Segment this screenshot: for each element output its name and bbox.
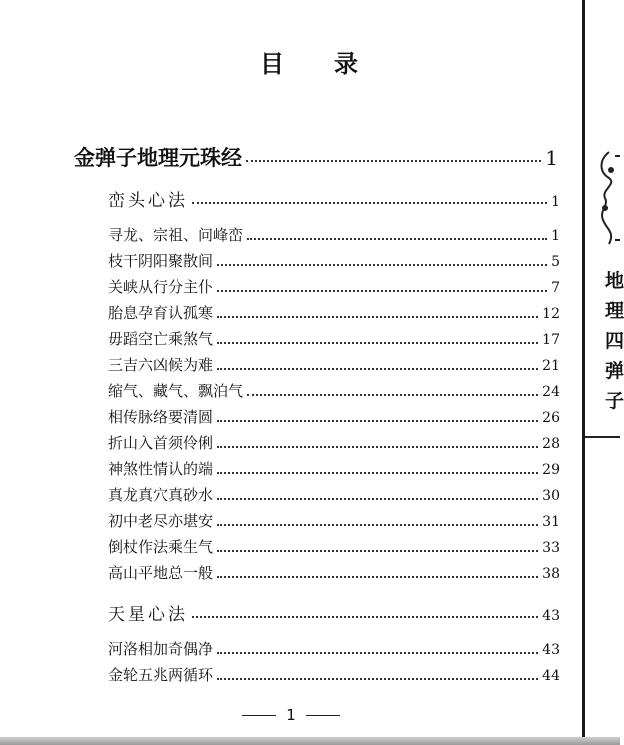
entry-title: 金轮五兆两循环 bbox=[108, 666, 214, 684]
toc-entry[interactable] bbox=[108, 250, 560, 271]
dot-leader bbox=[217, 264, 547, 266]
dot-leader bbox=[217, 550, 538, 552]
entry-title: 关峡从行分主仆 bbox=[108, 278, 214, 296]
entry-title: 三吉六凶候为难 bbox=[108, 356, 214, 374]
toc-book-heading[interactable] bbox=[74, 142, 558, 172]
dot-leader bbox=[217, 524, 538, 526]
toc-entry[interactable] bbox=[108, 224, 560, 245]
toc-section[interactable] bbox=[108, 186, 560, 211]
toc-entry[interactable] bbox=[108, 664, 560, 685]
dot-leader bbox=[246, 160, 541, 162]
dot-leader bbox=[217, 472, 538, 474]
spine-char: 地 bbox=[605, 270, 624, 292]
scan-edge bbox=[0, 737, 620, 745]
dot-leader bbox=[217, 290, 547, 292]
dot-leader bbox=[217, 420, 538, 422]
entry-page: 31 bbox=[542, 514, 560, 530]
page-title bbox=[0, 44, 620, 79]
toc-entry[interactable] bbox=[108, 638, 560, 659]
dot-leader bbox=[217, 576, 538, 578]
spine-title bbox=[605, 266, 624, 416]
entry-page: 33 bbox=[542, 540, 560, 556]
section-page: 43 bbox=[542, 608, 560, 624]
page-footer bbox=[0, 706, 582, 724]
toc-entry[interactable] bbox=[108, 380, 560, 401]
entry-page: 17 bbox=[542, 332, 560, 348]
dot-leader bbox=[247, 394, 538, 396]
entry-title: 初中老尽亦堪安 bbox=[108, 512, 214, 530]
entry-title: 毋蹈空亡乘煞气 bbox=[108, 330, 214, 348]
dot-leader bbox=[192, 616, 538, 618]
entry-title: 折山入首须伶俐 bbox=[108, 434, 214, 452]
entry-page: 38 bbox=[542, 566, 560, 582]
book-title: 金弹子地理元珠经 bbox=[74, 146, 242, 170]
spine-char: 子 bbox=[605, 390, 624, 412]
toc-entry[interactable] bbox=[108, 536, 560, 557]
ornament-icon bbox=[595, 148, 620, 248]
footer-rule-left bbox=[242, 715, 276, 716]
entry-page: 12 bbox=[542, 306, 560, 322]
entry-page: 28 bbox=[542, 436, 560, 452]
entry-page: 1 bbox=[551, 228, 560, 244]
dot-leader bbox=[217, 342, 538, 344]
spine-char: 理 bbox=[605, 300, 624, 322]
toc-entry[interactable] bbox=[108, 354, 560, 375]
entry-title: 河洛相加奇偶净 bbox=[108, 640, 214, 658]
dot-leader bbox=[217, 316, 538, 318]
dot-leader bbox=[217, 498, 538, 500]
toc-entry[interactable] bbox=[108, 510, 560, 531]
section-title: 天星心法 bbox=[108, 605, 188, 625]
entry-page: 43 bbox=[542, 642, 560, 658]
entry-title: 神煞性情认的端 bbox=[108, 460, 214, 478]
toc-entry[interactable] bbox=[108, 302, 560, 323]
dot-leader bbox=[192, 202, 547, 204]
entry-page: 30 bbox=[542, 488, 560, 504]
toc-entry[interactable] bbox=[108, 406, 560, 427]
entry-title: 胎息孕育认孤寒 bbox=[108, 304, 214, 322]
entry-page: 29 bbox=[542, 462, 560, 478]
footer-rule-right bbox=[306, 715, 340, 716]
toc-entry[interactable] bbox=[108, 458, 560, 479]
entry-title: 枝干阴阳聚散间 bbox=[108, 252, 214, 270]
entry-title: 寻龙、宗祖、问峰峦 bbox=[108, 226, 244, 244]
spine-char: 弹 bbox=[605, 360, 624, 382]
facing-page bbox=[585, 0, 624, 745]
section-title: 峦头心法 bbox=[108, 191, 188, 211]
dot-leader bbox=[217, 446, 538, 448]
dot-leader bbox=[217, 652, 538, 654]
toc-entry[interactable] bbox=[108, 328, 560, 349]
toc-entry[interactable] bbox=[108, 432, 560, 453]
toc-entry[interactable] bbox=[108, 484, 560, 505]
toc-entry[interactable] bbox=[108, 562, 560, 583]
dot-leader bbox=[217, 368, 538, 370]
entry-page: 24 bbox=[542, 384, 560, 400]
entry-page: 21 bbox=[542, 358, 560, 374]
facing-page-rule bbox=[585, 436, 620, 438]
title-char-right: 录 bbox=[334, 49, 360, 78]
dot-leader bbox=[247, 238, 547, 240]
page-number: 1 bbox=[286, 706, 296, 724]
entry-page: 26 bbox=[542, 410, 560, 426]
section-page: 1 bbox=[551, 194, 560, 210]
entry-title: 高山平地总一般 bbox=[108, 564, 214, 582]
book-page: 1 bbox=[545, 146, 558, 170]
entry-page: 44 bbox=[542, 668, 560, 684]
toc-entry[interactable] bbox=[108, 276, 560, 297]
spine-char: 四 bbox=[605, 330, 624, 352]
entry-page: 7 bbox=[551, 280, 560, 296]
title-char-left: 目 bbox=[260, 49, 286, 78]
entry-title: 倒杖作法乘生气 bbox=[108, 538, 214, 556]
entry-title: 真龙真穴真砂水 bbox=[108, 486, 214, 504]
entry-title: 缩气、藏气、飘泊气 bbox=[108, 382, 244, 400]
toc-section[interactable] bbox=[108, 600, 560, 625]
dot-leader bbox=[217, 678, 538, 680]
entry-title: 相传脉络要清圆 bbox=[108, 408, 214, 426]
entry-page: 5 bbox=[551, 254, 560, 270]
